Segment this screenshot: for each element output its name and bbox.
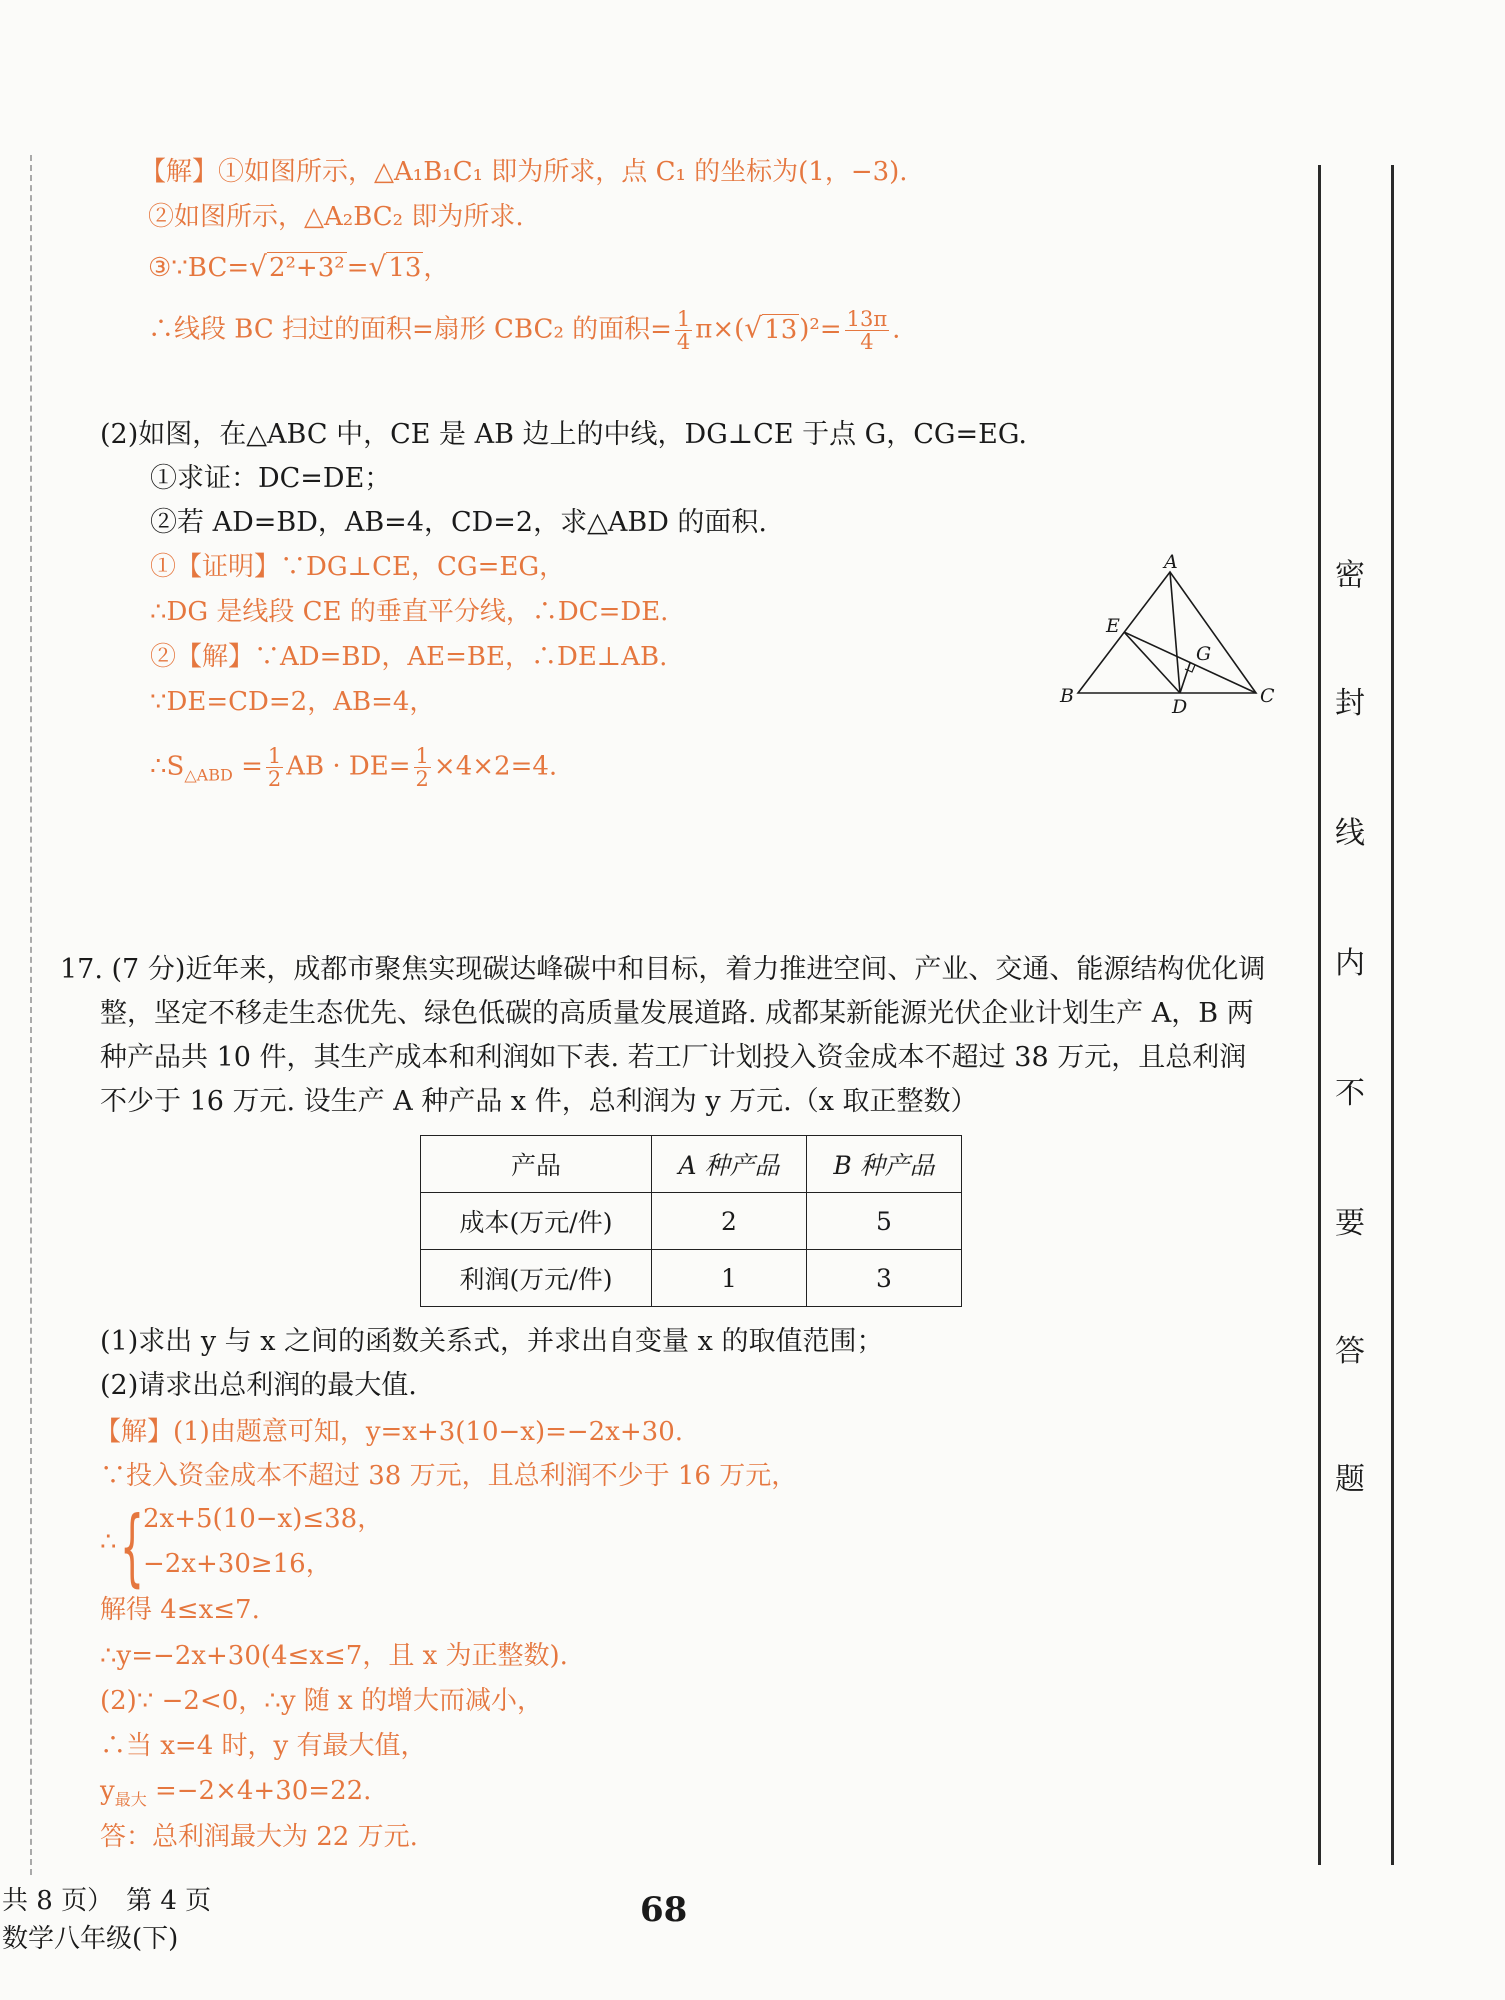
answer-line: ∴当 x=4 时，y 有最大值， xyxy=(100,1731,427,1761)
text: AB · DE= xyxy=(286,751,411,782)
answer-line: 解得 4≤x≤7. xyxy=(100,1595,260,1625)
fraction xyxy=(266,745,283,790)
triangle-figure xyxy=(1050,550,1280,720)
seal-char: 要 xyxy=(1335,1206,1365,1241)
answer-line: ∵投入资金成本不超过 38 万元，且总利润不少于 16 万元， xyxy=(100,1461,798,1491)
problem-stem: 整，坚定不移走生态优先、绿色低碳的高质量发展道路. 成都某新能源光伏企业计划生产 A，B 两 xyxy=(100,998,1254,1029)
table-cell: 成本(万元/件) xyxy=(421,1193,652,1250)
table-header-row xyxy=(421,1136,962,1193)
answer-line: ∵DE=CD=2，AB=4， xyxy=(150,687,436,717)
label-d: D xyxy=(1172,696,1188,718)
system-brace: { xyxy=(120,1498,145,1596)
seal-char: 密 xyxy=(1335,558,1365,593)
fraction xyxy=(414,745,431,790)
problem-stem: 种产品共 10 件，其生产成本和利润如下表. 若工厂计划投入资金成本不超过 38 万元，且总利润 xyxy=(100,1042,1247,1073)
text: = xyxy=(346,253,369,283)
problem-stem: 不少于 16 万元. 设生产 A 种产品 x 件，总利润为 y 万元.（x 取正整数） xyxy=(100,1086,978,1117)
inequality-line: −2x+30≥16， xyxy=(143,1549,332,1579)
binding-dashed-line xyxy=(30,155,32,1875)
segment-ce xyxy=(1124,632,1256,693)
numerator: 1 xyxy=(267,744,282,768)
question: ②若 AD=BD，AB=4，CD=2，求△ABD 的面积. xyxy=(150,507,768,538)
text: π×( xyxy=(695,314,745,345)
label-a: A xyxy=(1164,551,1178,573)
seal-line-left xyxy=(1318,165,1321,1865)
inequality-line: 2x+5(10−x)≤38， xyxy=(143,1504,384,1534)
radicand: 13 xyxy=(388,253,422,283)
table-header: A 种产品 xyxy=(652,1136,807,1193)
sqrt-sign: √ xyxy=(744,311,763,345)
answer-line xyxy=(100,1774,371,1817)
segment-ad xyxy=(1170,572,1180,693)
subscript: 最大 xyxy=(114,1790,147,1810)
text: ， xyxy=(423,253,450,283)
seal-char: 封 xyxy=(1335,686,1365,721)
table-cell: 1 xyxy=(652,1250,807,1307)
answer-line xyxy=(150,745,557,793)
answer-line: ②【解】∵AD=BD，AE=BE，∴DE⊥AB. xyxy=(150,642,668,672)
answer-line: 【解】(1)由题意可知，y=x+3(10−x)=−2x+30. xyxy=(95,1417,684,1447)
solution-line xyxy=(148,308,900,353)
table-header: 产品 xyxy=(421,1136,652,1193)
question: (1)求出 y 与 x 之间的函数关系式，并求出自变量 x 的取值范围； xyxy=(100,1326,884,1357)
answer-line: (2)∵ −2<0，∴y 随 x 的增大而减小， xyxy=(100,1686,543,1716)
answer-line: ∴DG 是线段 CE 的垂直平分线，∴DC=DE. xyxy=(150,597,669,627)
seal-char: 线 xyxy=(1335,816,1365,851)
answer-line: ∴y=−2x+30(4≤x≤7，且 x 为正整数). xyxy=(100,1641,568,1671)
label-b: B xyxy=(1060,685,1074,707)
table-row xyxy=(421,1193,962,1250)
text: y xyxy=(100,1776,115,1806)
denominator: 4 xyxy=(676,330,691,354)
solution-line xyxy=(148,250,449,285)
seal-char: 题 xyxy=(1335,1462,1365,1497)
question: (2)请求出总利润的最大值. xyxy=(100,1370,417,1401)
text: . xyxy=(892,314,901,345)
text: = xyxy=(232,751,263,782)
seal-char: 答 xyxy=(1335,1334,1365,1369)
seal-line-right xyxy=(1391,165,1394,1865)
answer-line: 答：总利润最大为 22 万元. xyxy=(100,1822,418,1852)
table-row xyxy=(421,1250,962,1307)
table-cell: 5 xyxy=(807,1193,962,1250)
solution-line: ②如图所示，△A₂BC₂ 即为所求. xyxy=(148,202,524,232)
label-g: G xyxy=(1196,643,1212,665)
footer-pages: 共 8 页） 第 4 页 xyxy=(2,1886,212,1916)
radicand: 2²+3² xyxy=(268,253,345,283)
table-cell: 3 xyxy=(807,1250,962,1307)
numerator: 1 xyxy=(415,744,429,768)
label-c: C xyxy=(1260,685,1275,707)
text: ∴线段 BC 扫过的面积=扇形 CBC₂ 的面积= xyxy=(148,314,672,345)
denominator: 4 xyxy=(860,330,874,354)
text: ③∵BC= xyxy=(148,253,250,283)
table-cell: 利润(万元/件) xyxy=(421,1250,652,1307)
text: )²= xyxy=(799,314,842,345)
fraction xyxy=(845,308,890,353)
triangle-abc xyxy=(1078,572,1256,693)
page-number: 68 xyxy=(640,1890,688,1930)
sqrt-sign: √ xyxy=(368,250,387,283)
problem-stem: (2)如图，在△ABC 中，CE 是 AB 边上的中线，DG⊥CE 于点 G，CG=EG. xyxy=(100,419,1028,450)
denominator: 2 xyxy=(415,767,429,791)
numerator: 1 xyxy=(676,307,691,331)
table-header: B 种产品 xyxy=(807,1136,962,1193)
table-cell: 2 xyxy=(652,1193,807,1250)
product-table xyxy=(420,1135,962,1307)
therefore-sign: ∴ xyxy=(100,1527,117,1557)
sqrt-sign: √ xyxy=(249,250,267,283)
right-angle-mark xyxy=(1185,665,1195,672)
segment-de xyxy=(1124,632,1180,693)
problem-stem: 17. (7 分)近年来，成都市聚焦实现碳达峰碳中和目标，着力推进空间、产业、交通、能源结构优化调 xyxy=(60,954,1266,985)
seal-char: 内 xyxy=(1335,946,1365,981)
answer-line: ①【证明】∵DG⊥CE，CG=EG， xyxy=(150,552,566,582)
label-e: E xyxy=(1106,615,1120,637)
seal-char: 不 xyxy=(1335,1076,1365,1111)
radicand: 13 xyxy=(764,314,798,345)
question: ①求证：DC=DE； xyxy=(150,463,392,494)
denominator: 2 xyxy=(267,767,282,791)
text: ∴S xyxy=(150,751,185,782)
segment-dg xyxy=(1180,663,1190,693)
text: =−2×4+30=22. xyxy=(146,1776,372,1806)
numerator: 13π xyxy=(846,307,888,331)
footer-subject: 数学八年级(下) xyxy=(2,1924,179,1954)
subscript: △ABD xyxy=(184,765,233,785)
fraction xyxy=(675,308,692,353)
solution-line: 【解】①如图所示，△A₁B₁C₁ 即为所求，点 C₁ 的坐标为(1，−3). xyxy=(140,157,908,187)
text: ×4×2=4. xyxy=(433,751,558,782)
